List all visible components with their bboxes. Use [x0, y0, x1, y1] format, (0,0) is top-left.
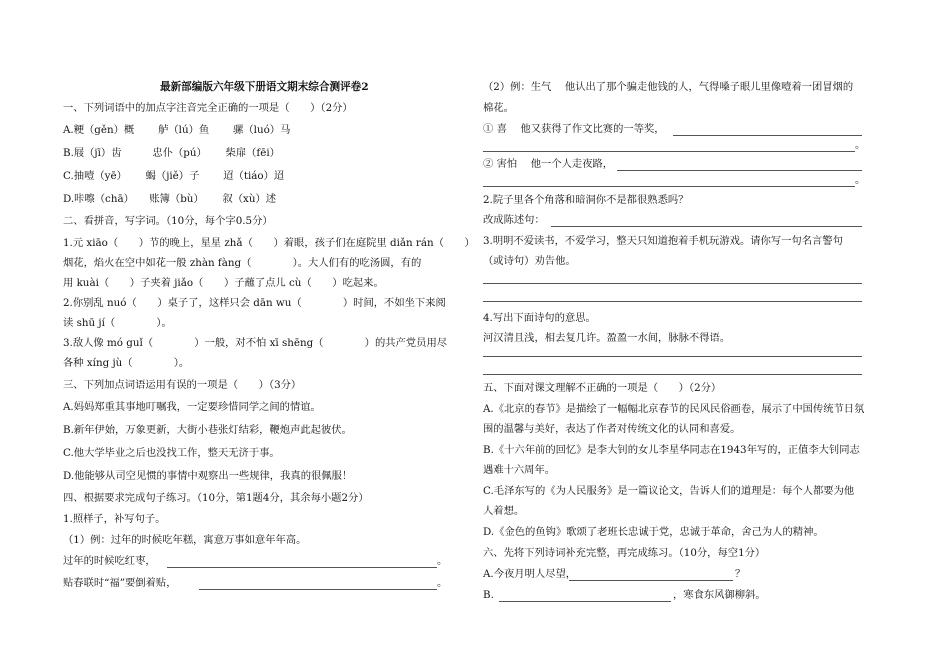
- q4-prompt-joy: ① 喜 他又获得了作文比赛的一等奖，: [483, 123, 665, 135]
- q6-item-b-label: B.: [483, 589, 494, 601]
- q4-item-3-line-2: （或诗句）劝告他。: [483, 255, 576, 267]
- q1-option-a: A.粳（gěn）概 舻（lú）鱼 骡（luó）马: [63, 124, 291, 136]
- q4-prompt-1: 过年的时候吃红枣，: [63, 555, 156, 567]
- q5-option-c-line-1: C.毛泽东写的《为人民服务》是一篇议论文，告诉人们的道理是：每个人都要为他: [483, 485, 855, 497]
- answer-line[interactable]: [483, 356, 862, 357]
- q4-item-2: 2.院子里各个角落和暗洞你不是都很熟悉吗？: [483, 194, 689, 206]
- q6-item-b-text: ，寒食东风御柳斜。: [673, 589, 766, 601]
- q4-example-2-line-1: （2）例：生气 他认出了那个骗走他钱的人，气得嗓子眼儿里像噎着一团冒烟的: [483, 81, 854, 93]
- answer-line[interactable]: [483, 186, 855, 187]
- q3-option-c: C.他大学毕业之后也没找工作，整天无济于事。: [63, 447, 280, 459]
- exam-title: 最新部编版六年级下册语文期末综合测评卷2: [160, 81, 369, 93]
- section-4-heading: 四、根据要求完成句子练习。（10分，第1题4分，其余每小题2分）: [63, 492, 369, 504]
- line-end-period: 。: [437, 577, 448, 589]
- q1-option-d: D.咔嚓（chā） 账簿（bù） 叙（xù）述: [63, 193, 277, 205]
- q4-item-1: 1.照样子，补写句子。: [63, 513, 166, 525]
- answer-line[interactable]: [483, 374, 862, 375]
- q4-prompt-fear: ② 害怕 他一个人走夜路，: [483, 158, 614, 170]
- q1-option-b: B.屐（jī）齿 忠仆（pú） 柴扉（fēi）: [63, 147, 280, 159]
- answer-line[interactable]: [617, 170, 862, 171]
- answer-line[interactable]: [673, 135, 862, 136]
- q2-line-7: 各种 xíng jù（ ）。: [63, 357, 190, 369]
- section-5-heading: 五、下面对课文理解不正确的一项是（ ）（2分）: [483, 382, 722, 394]
- q2-line-5: 读 shū jí（ ）。: [63, 317, 172, 329]
- q4-item-3-line-1: 3.明明不爱读书，不爱学习，整天只知道抱着手机玩游戏。请你写一句名言警句: [483, 235, 843, 247]
- line-end-period: 。: [437, 555, 448, 567]
- q6-item-a: A.今夜月明人尽望，: [483, 568, 577, 580]
- q3-option-a: A.妈妈郑重其事地叮嘱我，一定要珍惜同学之间的情谊。: [63, 401, 321, 413]
- answer-line[interactable]: [483, 151, 855, 152]
- q2-line-6: 3.敌人像 mó guǐ（ ）一般，对不怕 xī shēng（ ）的共产党员用尽: [63, 337, 448, 349]
- answer-line[interactable]: [199, 589, 437, 590]
- answer-line[interactable]: [569, 580, 733, 581]
- section-1-heading: 一、下列词语中的加点字注音完全正确的一项是（ ）（2分）: [63, 102, 353, 114]
- q3-option-b: B.新年伊始，万象更新，大街小巷张灯结彩，鞭炮声此起彼伏。: [63, 424, 352, 436]
- line-end-question: ？: [735, 568, 746, 580]
- q5-option-a-line-2: 围的温馨与美好，表达了作者对传统文化的认同和喜爱。: [483, 423, 741, 435]
- poem-lines: 河汉清且浅，相去复几许。盈盈一水间，脉脉不得语。: [483, 332, 731, 344]
- q4-prompt-2: 贴春联时“福”要倒着贴，: [63, 577, 177, 589]
- answer-line[interactable]: [499, 601, 671, 602]
- q2-line-4: 2.你别乱 nuó（ ）桌子了，这样只会 dān wu（ ）时间，不如坐下来阅: [63, 297, 446, 309]
- line-end-period: 。: [855, 139, 866, 151]
- q5-option-c-line-2: 人着想。: [483, 505, 525, 517]
- answer-line[interactable]: [483, 283, 862, 284]
- answer-line[interactable]: [551, 226, 862, 227]
- q2-line-3: 用 kuài（ ）子夹着 jiǎo（ ）子蘸了点儿 cù（ ）吃起来。: [63, 277, 384, 289]
- line-end-period: 。: [855, 174, 866, 186]
- section-6-heading: 六、先将下列诗词补充完整，再完成练习。（10分，每空1分）: [483, 547, 766, 559]
- q1-option-c: C.抽噎（yē） 蝎（jiě）子 迢（tiáo）迢: [63, 170, 285, 182]
- section-2-heading: 二、看拼音，写字词。（10分，每个字0.5分）: [63, 215, 273, 227]
- q5-option-d: D.《金色的鱼钩》歌颂了老班长忠诚于党，忠诚于革命，舍己为人的精神。: [483, 526, 824, 538]
- q4-example-2-line-2: 棉花。: [483, 102, 514, 114]
- q4-item-4: 4.写出下面诗句的意思。: [483, 312, 596, 324]
- answer-line[interactable]: [167, 567, 437, 568]
- q2-line-2: 烟花，焰火在空中如花一般 zhàn fàng（ ）。大人们有的吃汤圆，有的: [63, 257, 422, 269]
- section-3-heading: 三、下列加点词语运用有误的一项是（ ）（3分）: [63, 379, 302, 391]
- q3-option-d: D.他能够从司空见惯的事情中观察出一些规律，我真的很佩服！: [63, 470, 353, 482]
- q4-item-2-prompt: 改成陈述句：: [483, 214, 545, 226]
- q5-option-b-line-1: B.《十六年前的回忆》是李大钊的女儿李星华同志在1943年写的，正值李大钊同志: [483, 444, 860, 456]
- q5-option-b-line-2: 遇难十六周年。: [483, 464, 556, 476]
- q5-option-a-line-1: A.《北京的春节》是描绘了一幅幅北京春节的民风民俗画卷，展示了中国传统节日氛: [483, 403, 865, 415]
- q2-line-1: 1.元 xiāo（ ）节的晚上，星星 zhǎ（ ）着眼，孩子们在庭院里 diǎn rán（ ）: [63, 237, 475, 249]
- q4-example-1: （1）例：过年的时候吃年糕，寓意万事如意年年高。: [63, 534, 307, 546]
- answer-line[interactable]: [483, 301, 862, 302]
